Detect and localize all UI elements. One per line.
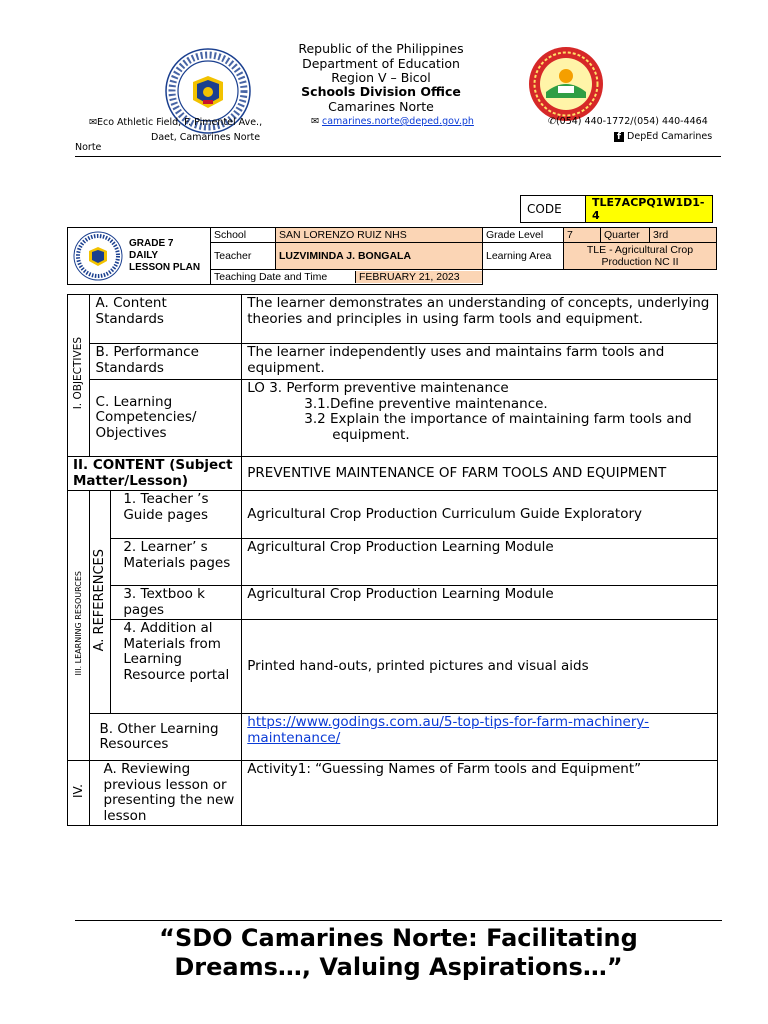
- facebook-icon: f: [614, 132, 624, 142]
- plan-title-lesson: LESSON PLAN: [129, 262, 201, 273]
- code-label: CODE: [521, 196, 586, 223]
- email-link[interactable]: camarines.norte@deped.gov.ph: [322, 116, 474, 127]
- quarter-value: 3rd: [650, 228, 717, 243]
- email-line: [311, 116, 474, 127]
- resource-label-2: 2. Learner’ s Materials pages: [111, 539, 242, 586]
- procedures-section-cell: [68, 761, 90, 826]
- address-line1: ✉Eco Athletic Field, F. Pimentel Ave.,: [89, 117, 263, 128]
- plan-title-daily: DAILY: [129, 250, 159, 261]
- date-label-text: Teaching Date and Time: [211, 271, 356, 283]
- teacher-value: LUZVIMINDA J. BONGALA: [276, 243, 483, 270]
- performance-standards-value: The learner independently uses and maintains farm tools and equipment.: [242, 344, 718, 380]
- reviewing-label: A. Reviewing previous lesson or presenting the new lesson: [89, 761, 242, 826]
- competencies-label-text: C. Learning Competencies/ Objectives: [95, 393, 197, 441]
- phone-line: ✆(054) 440-1772/(054) 440-4464: [548, 116, 708, 127]
- competencies-label: [89, 380, 242, 457]
- mail-icon: ✉: [311, 116, 319, 127]
- objectives-section-label: I. OBJECTIVES: [71, 337, 84, 410]
- content-standards-value: The learner demonstrates an understanding of concepts, underlying theories and principles in using farm tools and equipment.: [242, 295, 718, 344]
- resource-label-1: 1. Teacher ’s Guide pages: [111, 491, 242, 539]
- plan-title-cell: [68, 228, 211, 285]
- plan-title-grade: GRADE 7: [129, 238, 174, 249]
- info-table: [67, 227, 717, 285]
- references-cell: [89, 491, 111, 714]
- resource-value-1: Agricultural Crop Production Curriculum Guide Exploratory: [242, 491, 718, 539]
- header-region: Region V – Bicol: [331, 70, 431, 85]
- header-camarines: Camarines Norte: [328, 99, 434, 114]
- address-line2: Daet, Camarines Norte: [151, 132, 261, 143]
- grade-value: 7: [564, 228, 601, 243]
- date-value: FEBRUARY 21, 2023: [356, 271, 482, 283]
- objectives-section-cell: [68, 295, 90, 457]
- comp-line1: LO 3. Perform preventive maintenance: [247, 380, 509, 396]
- resources-section-cell: [68, 491, 90, 761]
- other-resources-link[interactable]: https://www.godings.com.au/5-top-tips-for-farm-machinery-maintenance/: [247, 714, 650, 746]
- header-sdo: Schools Division Office: [301, 84, 461, 99]
- comp-line3: 3.2 Explain the importance of maintaining farm tools and: [304, 411, 692, 427]
- facebook-line: f DepEd Camarines: [614, 131, 712, 142]
- header-divider: [75, 156, 721, 157]
- address-line3: Norte: [75, 142, 102, 153]
- content-value: PREVENTIVE MAINTENANCE OF FARM TOOLS AND EQUIPMENT: [242, 457, 718, 491]
- references-label: A. REFERENCES: [92, 548, 108, 651]
- quarter-label: Quarter: [601, 228, 650, 243]
- resource-label-3: 3. Textboo k pages: [111, 586, 242, 620]
- code-box: [520, 195, 713, 223]
- content-label: II. CONTENT (Subject Matter/Lesson): [68, 457, 242, 491]
- header-department: Department of Education: [302, 56, 460, 71]
- teacher-label: Teacher: [211, 243, 276, 270]
- code-value: TLE7ACPQ1W1D1-4: [586, 196, 713, 223]
- date-label: [211, 270, 483, 285]
- reviewing-value: Activity1: “Guessing Names of Farm tools and Equipment”: [242, 761, 718, 826]
- footer-slogan-line2: Dreams…, Valuing Aspirations…”: [174, 953, 623, 981]
- resource-label-4: 4. Addition al Materials from Learning Resource portal: [111, 620, 242, 714]
- comp-line4: equipment.: [332, 426, 410, 443]
- school-value: SAN LORENZO RUIZ NHS: [276, 228, 483, 243]
- comp-line2: 3.1.Define preventive maintenance.: [304, 395, 548, 412]
- date-empty: [483, 270, 717, 285]
- division-seal: [528, 46, 604, 122]
- content-standards-label: A. Content Standards: [89, 295, 242, 344]
- other-resources-value: [242, 714, 718, 761]
- competencies-value: [242, 380, 718, 457]
- envelope-icon: ✉: [89, 117, 97, 128]
- grade-label: Grade Level: [483, 228, 564, 243]
- resource-value-2: Agricultural Crop Production Learning Module: [242, 539, 718, 586]
- lesson-plan-table: [67, 294, 718, 826]
- area-label: Learning Area: [483, 243, 564, 270]
- resources-section-label: III. LEARNING RESOURCES: [73, 571, 83, 676]
- resource-value-3: Agricultural Crop Production Learning Module: [242, 586, 718, 620]
- header-republic: Republic of the Philippines: [298, 41, 464, 56]
- resource-value-4: Printed hand-outs, printed pictures and visual aids: [242, 620, 718, 714]
- deped-small-seal: [73, 231, 123, 281]
- footer-slogan-line1: “SDO Camarines Norte: Facilitating: [159, 924, 638, 952]
- procedures-section-label: IV.: [70, 783, 85, 798]
- performance-standards-label: B. Performance Standards: [89, 344, 242, 380]
- area-value: TLE - Agricultural Crop Production NC II: [564, 243, 717, 270]
- footer-divider: [75, 920, 722, 921]
- other-resources-label: B. Other Learning Resources: [89, 714, 242, 761]
- school-label: School: [211, 228, 276, 243]
- phone-icon: ✆: [548, 116, 556, 127]
